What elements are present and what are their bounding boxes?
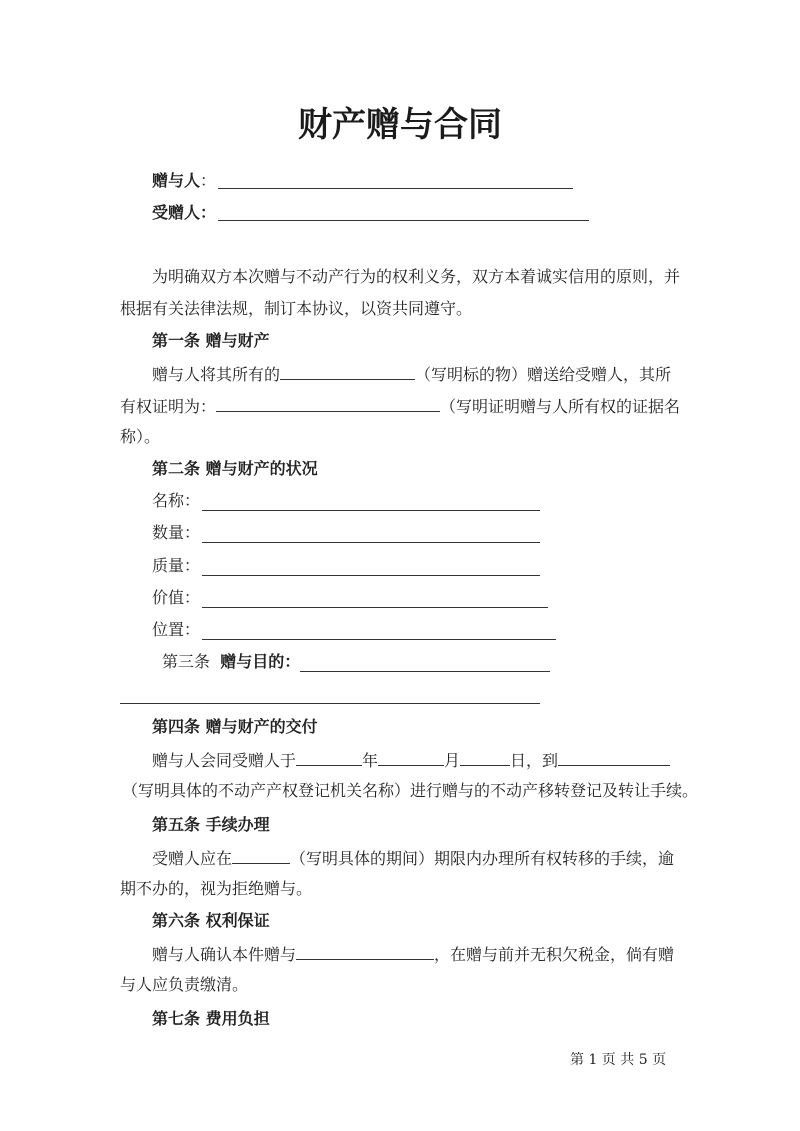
day-blank	[460, 748, 510, 766]
field-quantity-blank	[202, 542, 540, 543]
month-blank	[378, 748, 444, 766]
article-4-text-a: 赠与人会同受赠人于	[152, 751, 297, 770]
donee-row	[152, 202, 216, 224]
registry-blank	[558, 748, 670, 766]
month-label: 月	[444, 751, 461, 770]
article-2-heading: 第二条 赠与财产的状况	[152, 459, 318, 478]
donor-blank	[218, 188, 573, 189]
article-6-text-a: 赠与人确认本件赠与	[152, 945, 297, 964]
article-4-line-1	[152, 748, 670, 772]
article-7-heading: 第七条 费用负担	[152, 1009, 270, 1028]
document-title: 财产赠与合同	[298, 105, 502, 145]
day-label: 日，到	[510, 751, 559, 770]
article-4-heading: 第四条 赠与财产的交付	[152, 717, 318, 736]
article-5-text-a: 受赠人应在	[152, 849, 233, 868]
donor-row	[152, 170, 216, 192]
gift-blank	[296, 942, 434, 960]
field-quality-blank	[202, 575, 540, 576]
intro-line-1: 为明确双方本次赠与不动产行为的权利义务，双方本着诚实信用的原则，并	[152, 267, 681, 286]
article-1-text-c: 有权证明为：	[120, 397, 217, 416]
page-number: 第 1 页 共 5 页	[570, 1052, 667, 1068]
article-6-line-2: 与人应负责缴清。	[120, 975, 249, 994]
article-1-line-1	[152, 362, 671, 386]
article-4-line-2: （写明具体的不动产产权登记机关名称）进行赠与的不动产移转登记及转让手续。	[122, 781, 699, 800]
article-1-heading: 第一条 赠与财产	[152, 331, 270, 350]
intro-line-2: 根据有关法律法规，制订本协议，以资共同遵守。	[120, 299, 473, 318]
period-blank	[232, 846, 290, 864]
article-3-prefix: 第三条	[162, 652, 211, 671]
field-location-label: 位置：	[152, 620, 201, 639]
article-5-heading: 第五条 手续办理	[152, 815, 270, 834]
article-5-text-b: （写明具体的期间）期限内办理所有权转移的手续，逾	[290, 849, 675, 868]
article-6-heading: 第六条 权利保证	[152, 911, 270, 930]
property-blank	[280, 362, 415, 380]
article-6-text-b: ，在赠与前并无积欠税金，倘有赠	[434, 945, 675, 964]
article-1-text-d: （写明证明赠与人所有权的证据名	[440, 397, 681, 416]
purpose-blank-2	[120, 703, 540, 704]
article-6-line-1	[152, 942, 674, 966]
donee-label: 受赠人	[152, 203, 201, 222]
article-3-heading	[162, 651, 300, 673]
year-label: 年	[362, 751, 379, 770]
article-1-text-b: （写明标的物）赠送给受赠人，其所	[415, 365, 672, 384]
field-location-blank	[202, 639, 556, 640]
donor-colon: ：	[200, 171, 217, 190]
field-quantity-label: 数量：	[152, 523, 201, 542]
field-name-blank	[202, 510, 540, 511]
article-3-title: 赠与目的：	[220, 652, 301, 671]
purpose-blank-1	[300, 671, 550, 672]
donee-colon: ：	[200, 203, 217, 222]
ownership-proof-blank	[216, 394, 440, 412]
donee-blank	[218, 220, 589, 221]
donor-label: 赠与人	[152, 171, 201, 190]
field-value-blank	[202, 607, 548, 608]
field-name-label: 名称：	[152, 491, 201, 510]
field-value-label: 价值：	[152, 588, 201, 607]
article-1-text-a: 赠与人将其所有的	[152, 365, 281, 384]
article-1-line-3: 称）。	[120, 427, 161, 446]
year-blank	[296, 748, 362, 766]
article-5-line-2: 期不办的，视为拒绝赠与。	[120, 879, 313, 898]
field-quality-label: 质量：	[152, 556, 201, 575]
article-5-line-1	[152, 846, 674, 870]
article-1-line-2	[120, 394, 680, 418]
